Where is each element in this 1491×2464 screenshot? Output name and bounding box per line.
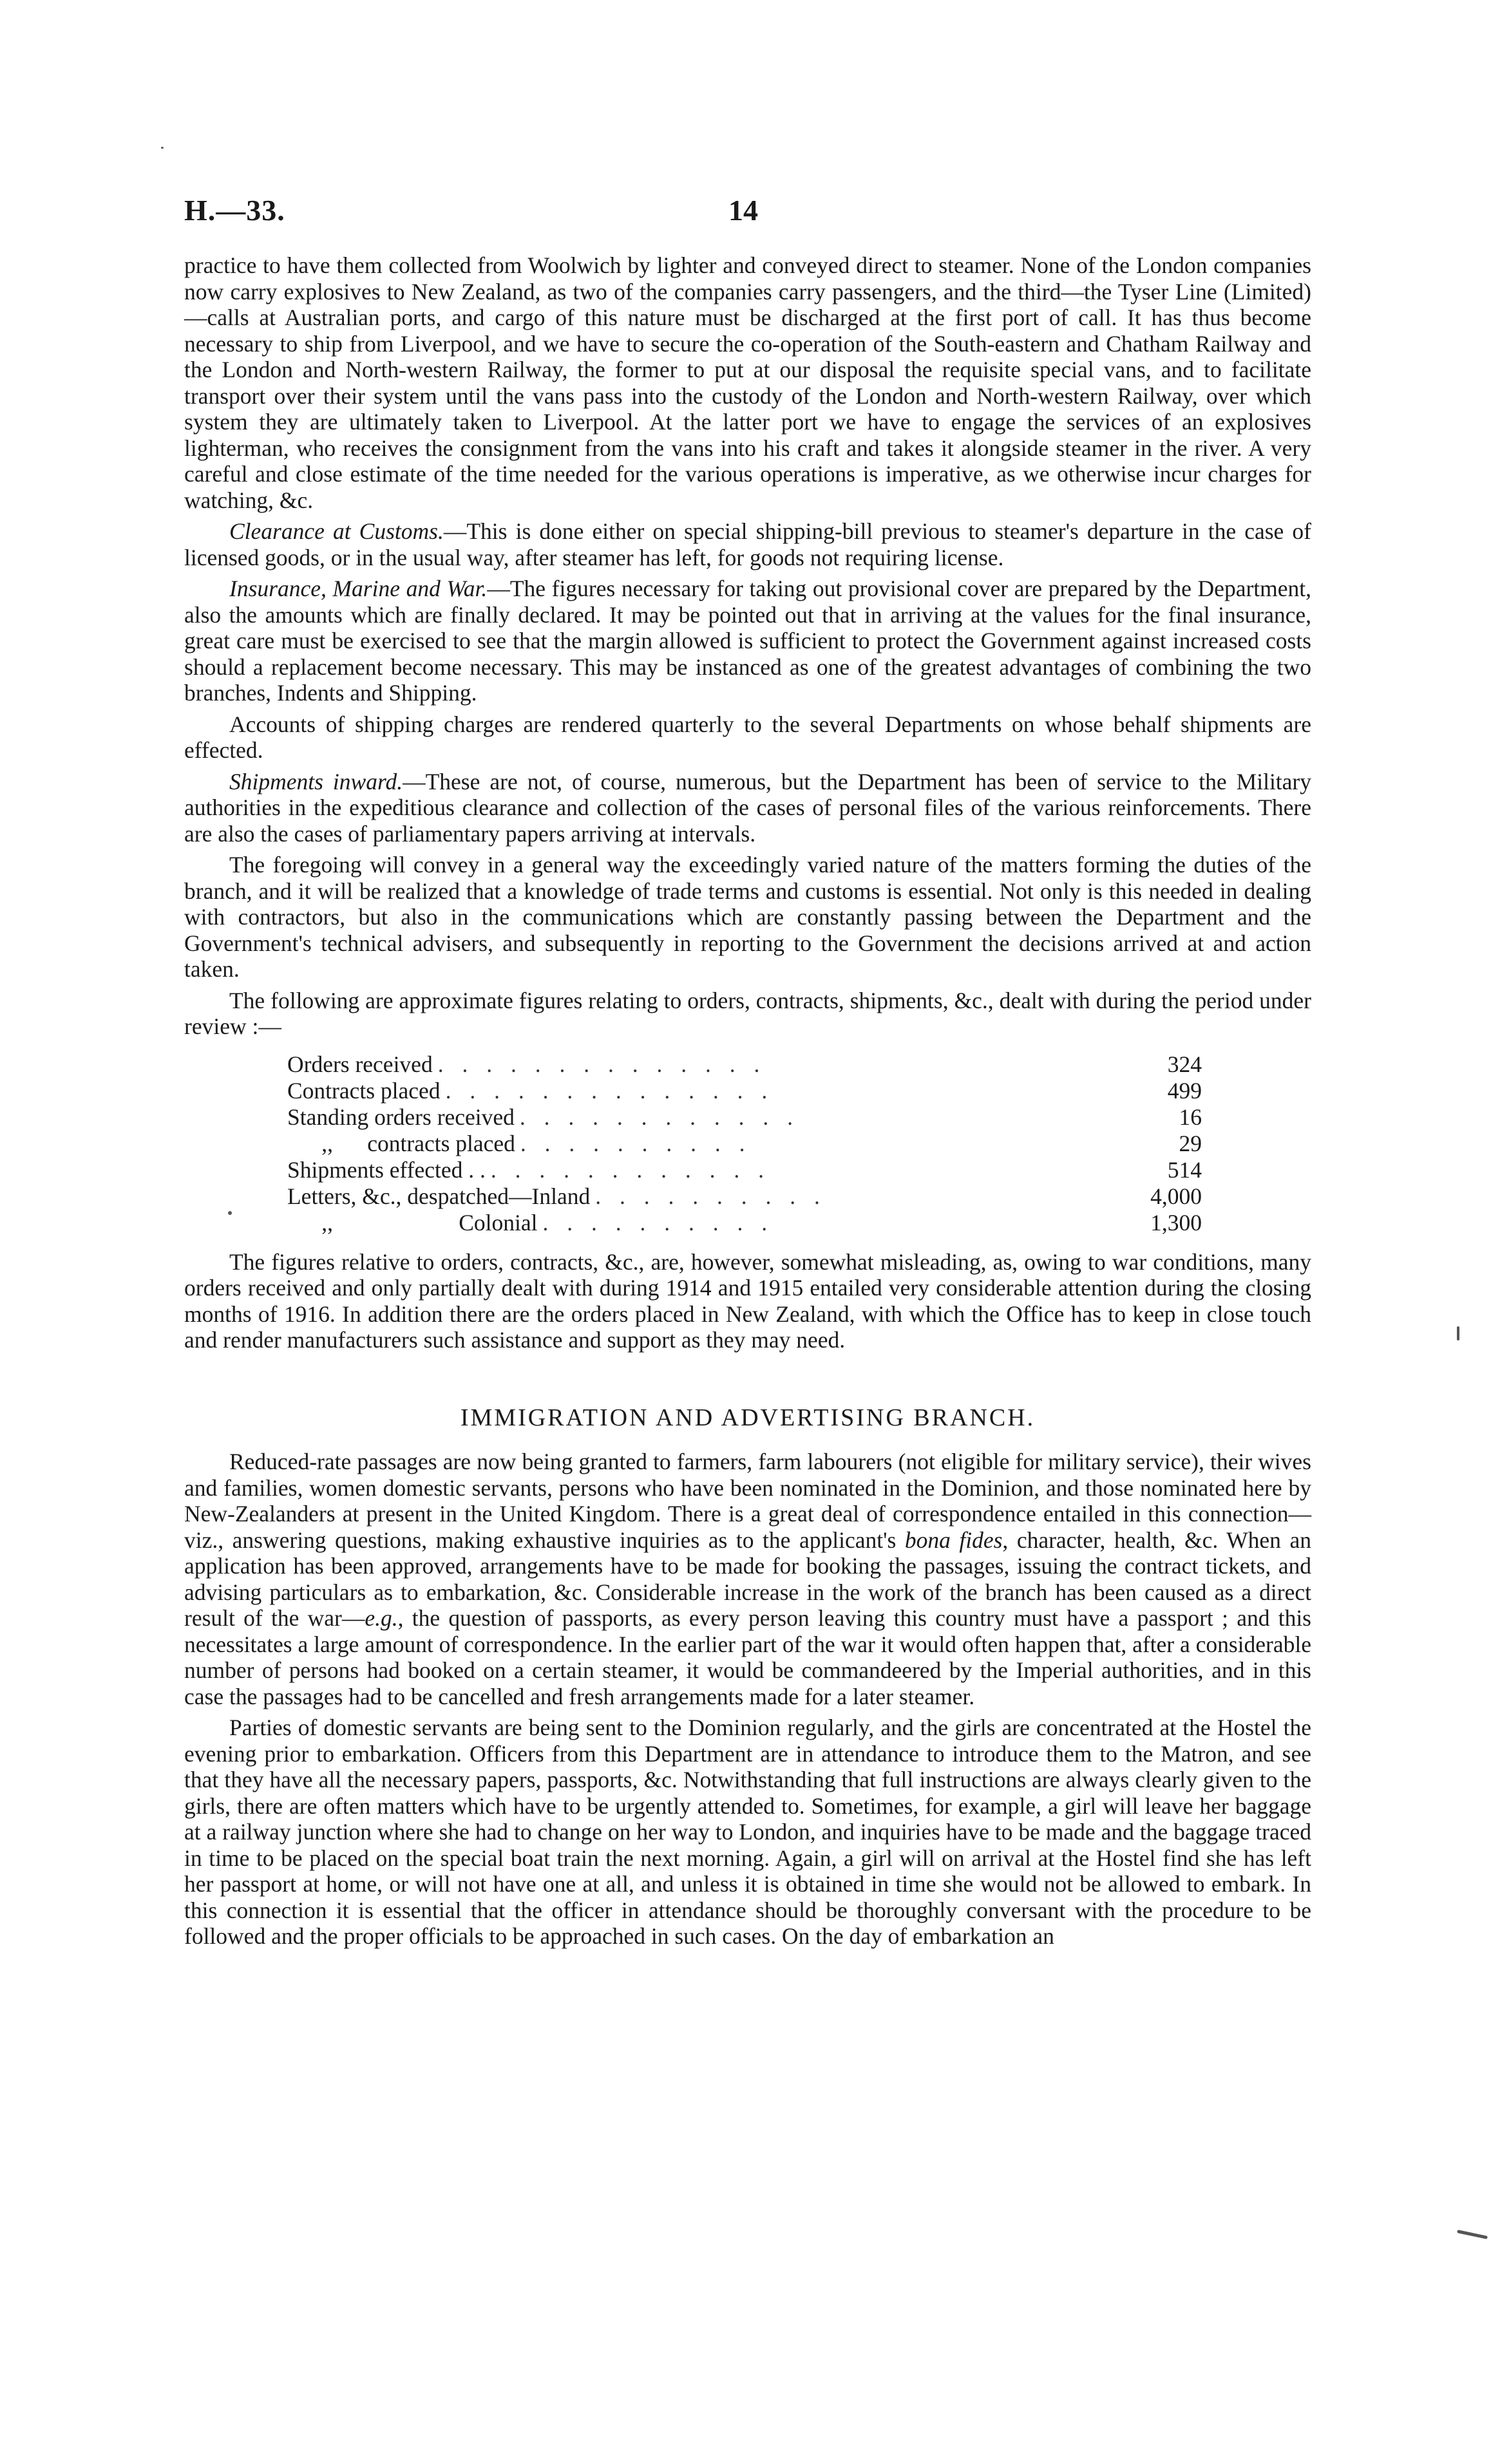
paragraph-accounts [184, 711, 1311, 764]
paragraph-text: —These are not, of course, numerous, but the Department has been of service to the Military authorities in the expeditious clearance and collection of the cases of personal files of the various reinforcements. There are also the cases of parliamentary papers arriving at intervals. [184, 768, 1311, 847]
leader-dots: . . . . . . . . . . [595, 1183, 826, 1209]
paragraph-figures-note [184, 1249, 1311, 1353]
paragraph-text: —The figures necessary for taking out provisional cover are prepared by the Department, also the amounts which are finally declared. It may be pointed out that in arriving at the values for the final insurance, great care must be exercised to see that the margin allowed is sufficient to protect the Government against increased costs should a replacement become necessary. This may be instanced as one of the greatest advantages of combining the two branches, Indents and Shipping. [184, 576, 1311, 706]
leader-dots: . . . . . . . . . . . . [490, 1156, 771, 1183]
figures-value: 4,000 [1150, 1183, 1202, 1209]
paragraph-domestic-servants [184, 1715, 1311, 1950]
figures-table [287, 1051, 1202, 1236]
figures-value: 499 [1167, 1077, 1202, 1104]
paragraph-lead: Shipments inward. [229, 768, 403, 795]
paragraph-italic: e.g. [365, 1605, 398, 1631]
figures-label: Letters, &c., despatched—Inland [287, 1183, 591, 1209]
paragraph-insurance [184, 576, 1311, 706]
paragraph-text: , character, health, &c. When an application has been approved, arrangements have to be made for booking the passages, issuing the contract tickets, and advising particulars as to embarkation, &c. Considerable increase in the work of the branch has been caused as a direct result of the war— [184, 1527, 1311, 1631]
scan-speck [228, 1211, 232, 1215]
figures-label: ,, Colonial [287, 1209, 538, 1236]
scan-speck [1457, 1326, 1459, 1340]
paragraph-lead: Insurance, Marine and War. [229, 576, 488, 601]
paragraph [184, 252, 1311, 513]
figures-row [287, 1078, 1202, 1104]
paragraph-text: Reduced-rate passages are now being granted to farmers, farm labourers (not eligible for military service), their wives and families, women domestic servants, persons who have been nominated in the Dominion, and those nominated here by New-Zealanders at present in the United Kingdom. There is a great deal of correspondence entailed in this connection—viz., answering questions, making exhaustive inquiries as to the applicant's [184, 1449, 1311, 1553]
figures-label: Shipments effected . . [287, 1156, 486, 1183]
figures-row [287, 1210, 1202, 1236]
figures-row [287, 1157, 1202, 1183]
paragraph-text: practice to have them collected from Woolwich by lighter and conveyed direct to steamer. None of the London companies now carry explosives to New Zealand, as two of the companies carry passengers, and the third—the Tyser Line (Limited)—calls at Australian ports, and cargo of this nature must be discharged at the first port of call. It has thus become necessary to ship from Liverpool, and we have to secure the co-operation of the South-eastern and Chatham Railway and the London and North-western Railway, the former to put at our disposal the requisite special vans, and to facilitate transport over their system until the vans pass into the custody of the London and North-western Railway, over which system they are ultimately taken to Liverpool. At the latter port we have to engage the services of an explosives lighterman, who receives the consignment from the vans into his craft and takes it alongside steamer in the river. A very careful and close estimate of the time needed for the various operations is imperative, as we otherwise incur charges for watching, &c. [184, 252, 1311, 513]
figures-value: 1,300 [1150, 1209, 1202, 1236]
paragraph-figures-intro [184, 988, 1311, 1040]
figures-row [287, 1183, 1202, 1210]
leader-dots: . . . . . . . . . . . . [519, 1104, 800, 1130]
leader-dots: . . . . . . . . . . [520, 1130, 752, 1156]
figures-row [287, 1104, 1202, 1131]
figures-label: Orders received [287, 1051, 433, 1077]
figures-value: 514 [1167, 1156, 1202, 1183]
paragraph-lead: Clearance at Customs. [229, 518, 444, 544]
figures-value: 324 [1167, 1051, 1202, 1077]
figures-value: 16 [1179, 1104, 1202, 1130]
scan-speck [1457, 2230, 1488, 2239]
page-number: 14 [728, 194, 758, 227]
leader-dots: . . . . . . . . . . [542, 1209, 774, 1236]
leader-dots: . . . . . . . . . . . . . . [437, 1051, 766, 1077]
document-reference: H.—33. [184, 194, 285, 227]
figures-value: 29 [1179, 1130, 1202, 1156]
page-header [184, 193, 1311, 232]
scan-speck [161, 147, 164, 149]
paragraph-foregoing [184, 852, 1311, 983]
paragraph-clearance-at-customs [184, 518, 1311, 570]
figures-row [287, 1051, 1202, 1078]
paragraph-text: , the question of passports, as every person leaving this country must have a passport ; and this necessitates a large amount of correspondence. In the earlier part of the war it would often happen that, after a considerable number of persons had booked on a certain steamer, it would be commandeered by the Imperial authorities, and in this case the passages had to be cancelled and fresh arrangements made for a later steamer. [184, 1605, 1311, 1709]
paragraph-text: The figures relative to orders, contracts, &c., are, however, somewhat misleading, as, owing to war conditions, many orders received and only partially dealt with during 1914 and 1915 entailed very considerable attention during the closing months of 1916. In addition there are the orders placed in New Zealand, with which the Office has to keep in close touch and render manufacturers such assistance and support as they may need. [184, 1248, 1311, 1353]
figures-row [287, 1131, 1202, 1157]
paragraph-reduced-rate-passages [184, 1449, 1311, 1709]
paragraph-text: Accounts of shipping charges are rendered quarterly to the several Departments on whose behalf shipments are effected. [184, 711, 1311, 763]
figures-label: Standing orders received [287, 1104, 515, 1130]
paragraph-text: The foregoing will convey in a general way the exceedingly varied nature of the matters forming the duties of the branch, and it will be realized that a knowledge of trade terms and customs is essential. Not only is this needed in dealing with contractors, but also in the communications which are constantly passing between the Department and the Government's technical advisers, and subsequently in reporting to the Government the decisions arrived at and action taken. [184, 852, 1311, 982]
leader-dots: . . . . . . . . . . . . . . [445, 1077, 774, 1104]
paragraph-italic: bona fides [904, 1527, 1003, 1553]
paragraph-text: Parties of domestic servants are being sent to the Dominion regularly, and the girls are concentrated at the Hostel the evening prior to embarkation. Officers from this Department are in attendance to introduce them to the Matron, and see that they have all the necessary papers, passports, &c. Notwithstanding that full instructions are always clearly given to the girls, there are often matters which have to be urgently attended to. Sometimes, for example, a girl will leave her baggage at a railway junction where she had to change on her way to London, and inquiries have to be made and the baggage traced in time to be placed on the special boat train the next morning. Again, a girl will on arrival at the Hostel find she has left her passport at home, or will not have one at all, and unless it is obtained in time she would not be allowed to embark. In this connection it is essential that the officer in attendance should be thoroughly conversant with the procedure to be followed and the proper officials to be approached in such cases. On the day of embarkation an [184, 1715, 1311, 1949]
paragraph-text: —This is done either on special shipping-bill previous to steamer's departure in the case of licensed goods, or in the usual way, after steamer has left, for goods not requiring license. [184, 518, 1311, 570]
paragraph-shipments-inward [184, 769, 1311, 847]
figures-label: ,, contracts placed [287, 1130, 515, 1156]
paragraph-text: The following are approximate figures relating to orders, contracts, shipments, &c., dealt with during the period under review :— [184, 987, 1311, 1039]
figures-label: Contracts placed [287, 1077, 441, 1104]
section-heading: IMMIGRATION AND ADVERTISING BRANCH. [460, 1404, 1036, 1431]
page-body [184, 252, 1311, 1955]
